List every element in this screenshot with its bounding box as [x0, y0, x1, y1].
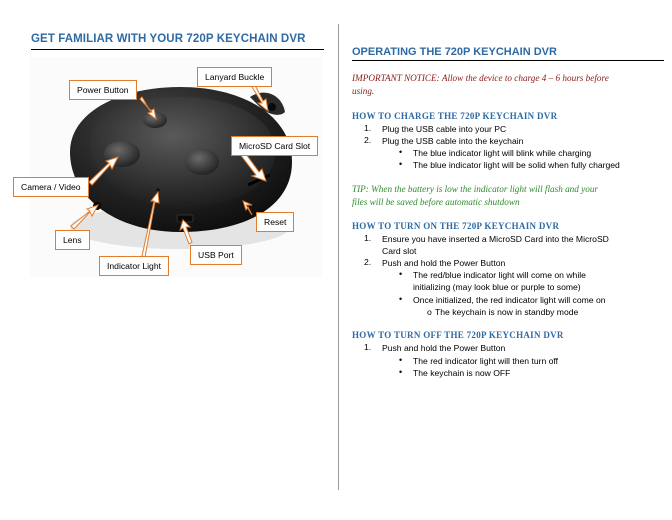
bullet-icon: • — [399, 367, 403, 377]
charge-step1: Plug the USB cable into your PC — [382, 124, 507, 134]
charge-heading: HOW TO CHARGE THE 720P KEYCHAIN DVR — [352, 111, 558, 121]
turn-on-bullet1-line1: The red/blue indicator light will come on while — [413, 270, 586, 280]
charge-step2-number: 2. — [364, 135, 372, 145]
bullet-icon: • — [399, 269, 403, 279]
bullet-icon: • — [399, 159, 403, 169]
battery-tip — [352, 183, 657, 209]
bullet-icon: • — [399, 147, 403, 157]
bullet-icon: • — [399, 355, 403, 365]
notice-line-2: using. — [352, 86, 375, 96]
callout-lens: Lens — [55, 230, 90, 250]
charge-step2: Plug the USB cable into the keychain — [382, 136, 524, 146]
turn-off-bullet1: The red indicator light will then turn off — [413, 356, 559, 366]
turn-on-step2: Push and hold the Power Button — [382, 258, 506, 268]
turn-on-step1-line1: Ensure you have inserted a MicroSD Card into the MicroSD — [382, 234, 609, 244]
charge-bullet2: The blue indicator light will be solid when fully charged — [413, 160, 620, 170]
turn-on-bullet2: Once initialized, the red indicator light will come on — [413, 295, 606, 305]
turn-on-heading: HOW TO TURN ON THE 720P KEYCHAIN DVR — [352, 221, 560, 231]
callout-microsd-slot: MicroSD Card Slot — [231, 136, 318, 156]
turn-on-sub: The keychain is now in standby mode — [435, 307, 579, 317]
callout-reset: Reset — [256, 212, 294, 232]
charge-bullet1: The blue indicator light will blink while charging — [413, 148, 592, 158]
right-heading-rule — [352, 60, 664, 61]
callout-indicator-light: Indicator Light — [99, 256, 169, 276]
circle-bullet-icon: o — [427, 307, 432, 317]
charge-step1-number: 1. — [364, 123, 372, 133]
left-heading-rule — [31, 49, 324, 50]
callout-camera-video: Camera / Video — [13, 177, 89, 197]
turn-on-bullet1-line2: initializing (may look blue or purple to some) — [413, 282, 581, 292]
callout-usb-port: USB Port — [190, 245, 242, 265]
right-heading: OPERATING THE 720P KEYCHAIN DVR — [352, 46, 557, 58]
turn-on-step1-number: 1. — [364, 233, 372, 243]
turn-off-step1-number: 1. — [364, 342, 372, 352]
tip-line-1: TIP: When the battery is low the indicator light will flash and your — [352, 184, 599, 194]
left-heading: GET FAMILIAR WITH YOUR 720P KEYCHAIN DVR — [31, 33, 306, 45]
bullet-icon: • — [399, 294, 403, 304]
turn-on-step2-number: 2. — [364, 257, 372, 267]
tip-line-2: files will be saved before automatic shutdown — [352, 197, 520, 207]
turn-off-heading: HOW TO TURN OFF THE 720P KEYCHAIN DVR — [352, 330, 564, 340]
turn-off-step1: Push and hold the Power Button — [382, 343, 506, 353]
callout-power-button: Power Button — [69, 80, 137, 100]
callout-lanyard-buckle: Lanyard Buckle — [197, 67, 272, 87]
column-divider — [338, 24, 339, 490]
turn-on-step1-line2: Card slot — [382, 246, 417, 256]
notice-line-1: IMPORTANT NOTICE: Allow the device to charge 4 – 6 hours before — [352, 73, 609, 83]
turn-off-bullet2: The keychain is now OFF — [413, 368, 511, 378]
important-notice — [352, 72, 657, 98]
right-column — [343, 0, 672, 520]
